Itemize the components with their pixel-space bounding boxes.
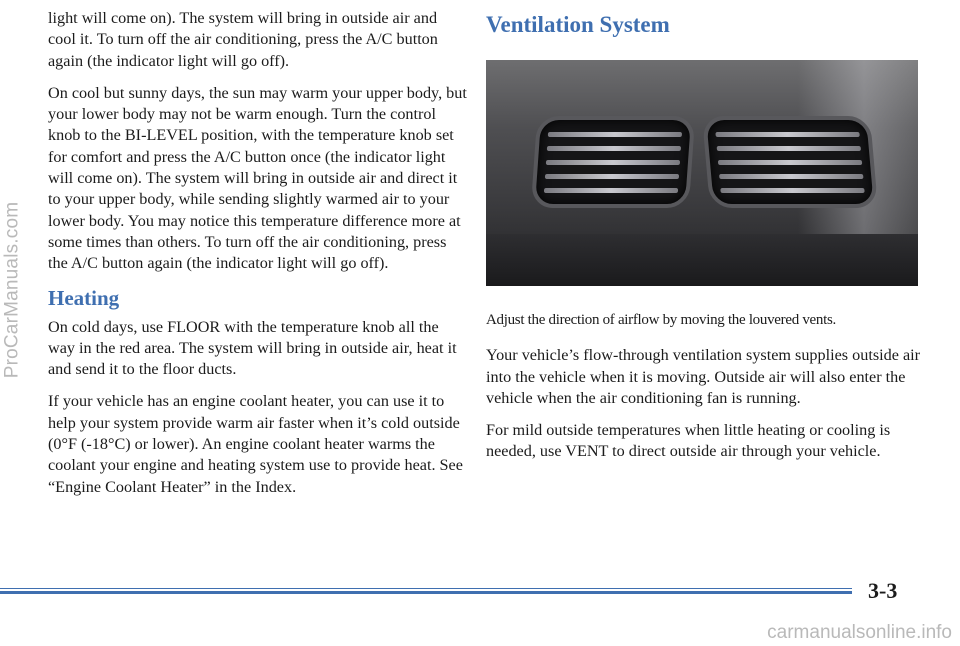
photo-caption: Adjust the direction of airflow by moving the louvered vents. (486, 312, 836, 328)
vent-photo (486, 60, 918, 286)
side-watermark (0, 60, 26, 520)
side-watermark-text: ProCarManuals.com (1, 201, 23, 379)
heating-heading: Heating (48, 285, 120, 310)
footer-rule (0, 588, 852, 589)
page-number: 3-3 (868, 578, 898, 603)
body-paragraph: light will come on). The system will bring in outside air and cool it. To turn off the air conditioning, press the A/C button again (the indicator light will go off). (48, 9, 438, 70)
body-paragraph: On cool but sunny days, the sun may warm your upper body, but your lower body may not be warm enough. Turn the control knob to the BI-LEVEL position, with the temperature knob set for comfort and press the A/C button once (the indicator light will come on). The system will bring in outside air and direct it to your upper body, while sending slightly warmed air to your lower body. You may notice this temperature difference more at some times than others. To turn off the air conditioning, press the A/C button again (the indicator light will go off). (48, 83, 467, 273)
ventilation-heading: Ventilation System (486, 12, 670, 37)
body-paragraph: Your vehicle’s flow-through ventilation system supplies outside air into the vehicle when it is moving. Outside air will also enter the vehicle when the air conditioning fan is running. (486, 346, 921, 407)
body-paragraph: If your vehicle has an engine coolant heater, you can use it to help your system provide warm air faster when it’s cold outside (0°F (-18°C) or lower). An engine coolant heater warms the coolant your engine and heating system use to provide heat. See “Engine Coolant Heater” in the Index. (48, 392, 463, 496)
right-louvered-vent (702, 116, 878, 208)
right-column (486, 8, 926, 474)
dash-lower-panel (486, 234, 918, 286)
left-louvered-vent (531, 116, 695, 208)
footer-rule-thick (0, 591, 852, 594)
bottom-watermark: carmanualsonline.info (767, 622, 952, 643)
body-paragraph: On cold days, use FLOOR with the temperature knob all the way in the red area. The system will bring in outside air, heat it and send it to the floor ducts. (48, 317, 457, 379)
body-paragraph: For mild outside temperatures when little heating or cooling is needed, use VENT to direct outside air through your vehicle. (486, 421, 891, 461)
left-column (48, 8, 468, 509)
